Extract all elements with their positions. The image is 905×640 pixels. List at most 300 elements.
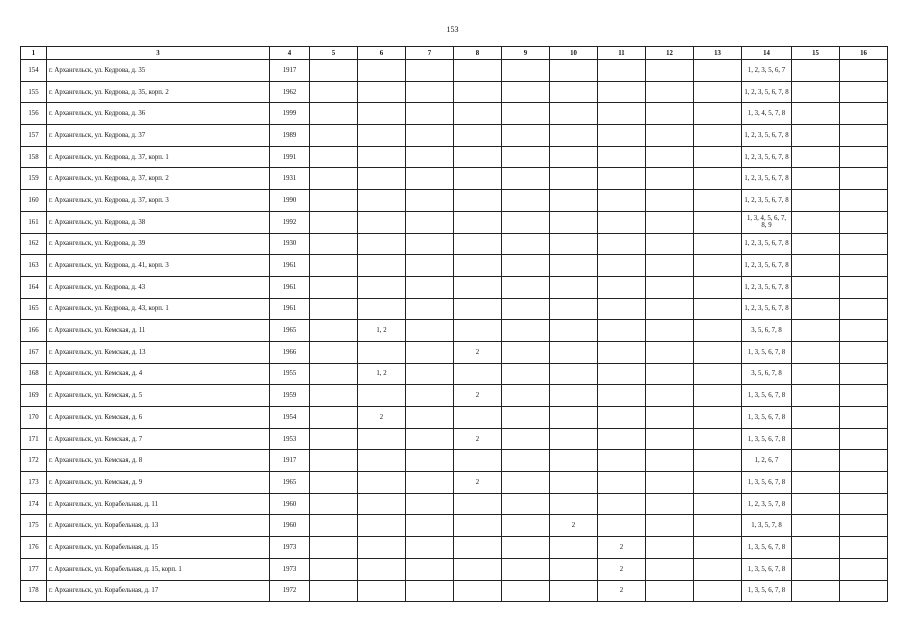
col11-cell: 2 <box>598 537 646 559</box>
address-cell: г. Архангельск, ул. Кедрова, д. 38 <box>47 211 270 233</box>
row-number: 174 <box>21 493 47 515</box>
table-row <box>21 190 888 212</box>
col15-cell <box>792 233 840 255</box>
col5-cell <box>310 103 358 125</box>
col14-cell: 1, 2, 3, 5, 6, 7, 8 <box>742 125 792 147</box>
year-cell: 1960 <box>270 493 310 515</box>
row-number: 160 <box>21 190 47 212</box>
col10-cell <box>550 472 598 494</box>
col15-cell <box>792 493 840 515</box>
col9-cell <box>502 60 550 82</box>
col12-cell <box>646 146 694 168</box>
col12-cell <box>646 537 694 559</box>
table-row <box>21 103 888 125</box>
col7-cell <box>406 515 454 537</box>
table-row <box>21 472 888 494</box>
col7-cell <box>406 363 454 385</box>
col5-cell <box>310 558 358 580</box>
col11-cell <box>598 276 646 298</box>
col16-cell <box>840 211 888 233</box>
col13-cell <box>694 146 742 168</box>
col12-cell <box>646 125 694 147</box>
col15-cell <box>792 125 840 147</box>
year-cell: 1961 <box>270 255 310 277</box>
col6-cell <box>358 537 406 559</box>
col15-cell <box>792 298 840 320</box>
col8-cell: 2 <box>454 472 502 494</box>
col5-cell <box>310 81 358 103</box>
col5-cell <box>310 233 358 255</box>
col11-cell <box>598 81 646 103</box>
table-row <box>21 211 888 233</box>
col13-cell <box>694 407 742 429</box>
year-cell: 1989 <box>270 125 310 147</box>
col16-cell <box>840 341 888 363</box>
col12-cell <box>646 341 694 363</box>
col16-cell <box>840 60 888 82</box>
col10-cell <box>550 537 598 559</box>
col15-cell <box>792 515 840 537</box>
col15-cell <box>792 580 840 602</box>
col15-cell <box>792 407 840 429</box>
table-body <box>21 60 888 602</box>
col5-cell <box>310 190 358 212</box>
col8-cell: 2 <box>454 385 502 407</box>
col6-cell <box>358 103 406 125</box>
col8-cell <box>454 558 502 580</box>
col5-cell <box>310 428 358 450</box>
col14-cell: 1, 2, 3, 5, 6, 7, 8 <box>742 146 792 168</box>
col14-cell: 1, 3, 4, 5, 7, 8 <box>742 103 792 125</box>
col13-cell <box>694 320 742 342</box>
col11-cell <box>598 385 646 407</box>
address-cell: г. Архангельск, ул. Кедрова, д. 43 <box>47 276 270 298</box>
col6-cell <box>358 450 406 472</box>
col7-cell <box>406 146 454 168</box>
row-number: 166 <box>21 320 47 342</box>
col13-cell <box>694 60 742 82</box>
table-row <box>21 320 888 342</box>
year-cell: 1917 <box>270 60 310 82</box>
col12-cell <box>646 81 694 103</box>
row-number: 172 <box>21 450 47 472</box>
col9-cell <box>502 320 550 342</box>
col16-cell <box>840 255 888 277</box>
row-number: 159 <box>21 168 47 190</box>
col12-cell <box>646 450 694 472</box>
col14-cell: 1, 2, 3, 5, 6, 7, 8 <box>742 276 792 298</box>
col10-cell <box>550 81 598 103</box>
col16-cell <box>840 428 888 450</box>
col5-cell <box>310 60 358 82</box>
col7-cell <box>406 298 454 320</box>
col14-cell: 1, 3, 5, 6, 7, 8 <box>742 341 792 363</box>
col13-cell <box>694 515 742 537</box>
col10-cell <box>550 580 598 602</box>
col7-cell <box>406 233 454 255</box>
col9-cell <box>502 472 550 494</box>
col5-cell <box>310 341 358 363</box>
col14-cell: 1, 2, 3, 5, 6, 7 <box>742 60 792 82</box>
col9-cell <box>502 146 550 168</box>
column-header: 15 <box>792 47 840 60</box>
col15-cell <box>792 103 840 125</box>
col10-cell <box>550 168 598 190</box>
registry-table <box>20 46 888 602</box>
col9-cell <box>502 276 550 298</box>
col11-cell <box>598 103 646 125</box>
column-header: 3 <box>47 47 270 60</box>
col5-cell <box>310 580 358 602</box>
row-number: 157 <box>21 125 47 147</box>
year-cell: 1960 <box>270 515 310 537</box>
row-number: 161 <box>21 211 47 233</box>
col5-cell <box>310 472 358 494</box>
col5-cell <box>310 385 358 407</box>
address-cell: г. Архангельск, ул. Кедрова, д. 36 <box>47 103 270 125</box>
row-number: 167 <box>21 341 47 363</box>
col9-cell <box>502 385 550 407</box>
col7-cell <box>406 385 454 407</box>
table-row <box>21 255 888 277</box>
col10-cell <box>550 363 598 385</box>
col11-cell <box>598 320 646 342</box>
col7-cell <box>406 255 454 277</box>
col8-cell <box>454 211 502 233</box>
row-number: 162 <box>21 233 47 255</box>
col8-cell <box>454 125 502 147</box>
col11-cell <box>598 146 646 168</box>
col13-cell <box>694 580 742 602</box>
col9-cell <box>502 103 550 125</box>
col11-cell <box>598 168 646 190</box>
column-header: 12 <box>646 47 694 60</box>
year-cell: 1959 <box>270 385 310 407</box>
col13-cell <box>694 341 742 363</box>
col14-cell: 1, 3, 5, 6, 7, 8 <box>742 558 792 580</box>
col12-cell <box>646 428 694 450</box>
col10-cell <box>550 103 598 125</box>
table-row <box>21 298 888 320</box>
address-cell: г. Архангельск, ул. Кедрова, д. 37 <box>47 125 270 147</box>
year-cell: 1917 <box>270 450 310 472</box>
table-row <box>21 580 888 602</box>
col13-cell <box>694 537 742 559</box>
col15-cell <box>792 211 840 233</box>
col12-cell <box>646 60 694 82</box>
col11-cell: 2 <box>598 558 646 580</box>
col16-cell <box>840 580 888 602</box>
col16-cell <box>840 233 888 255</box>
col7-cell <box>406 168 454 190</box>
col15-cell <box>792 190 840 212</box>
col9-cell <box>502 341 550 363</box>
col14-cell: 3, 5, 6, 7, 8 <box>742 363 792 385</box>
col15-cell <box>792 385 840 407</box>
column-header: 14 <box>742 47 792 60</box>
year-cell: 1999 <box>270 103 310 125</box>
row-number: 156 <box>21 103 47 125</box>
row-number: 173 <box>21 472 47 494</box>
col5-cell <box>310 407 358 429</box>
address-cell: г. Архангельск, ул. Корабельная, д. 15 <box>47 537 270 559</box>
table-row <box>21 125 888 147</box>
col6-cell <box>358 168 406 190</box>
col14-cell: 1, 3, 5, 7, 8 <box>742 515 792 537</box>
col9-cell <box>502 255 550 277</box>
col7-cell <box>406 450 454 472</box>
row-number: 178 <box>21 580 47 602</box>
page-number: 153 <box>446 25 459 34</box>
col8-cell: 2 <box>454 428 502 450</box>
col8-cell <box>454 190 502 212</box>
col7-cell <box>406 407 454 429</box>
col13-cell <box>694 233 742 255</box>
address-cell: г. Архангельск, ул. Кемская, д. 4 <box>47 363 270 385</box>
col7-cell <box>406 276 454 298</box>
col7-cell <box>406 81 454 103</box>
column-header: 5 <box>310 47 358 60</box>
col8-cell <box>454 515 502 537</box>
col12-cell <box>646 255 694 277</box>
year-cell: 1965 <box>270 472 310 494</box>
col11-cell: 2 <box>598 580 646 602</box>
col15-cell <box>792 428 840 450</box>
col16-cell <box>840 472 888 494</box>
address-cell: г. Архангельск, ул. Корабельная, д. 17 <box>47 580 270 602</box>
col12-cell <box>646 385 694 407</box>
col9-cell <box>502 407 550 429</box>
col12-cell <box>646 168 694 190</box>
col6-cell <box>358 472 406 494</box>
table-row <box>21 341 888 363</box>
col10-cell <box>550 60 598 82</box>
year-cell: 1965 <box>270 320 310 342</box>
col9-cell <box>502 168 550 190</box>
year-cell: 1973 <box>270 558 310 580</box>
row-number: 171 <box>21 428 47 450</box>
table-row <box>21 233 888 255</box>
col16-cell <box>840 558 888 580</box>
col6-cell <box>358 233 406 255</box>
col8-cell <box>454 103 502 125</box>
col12-cell <box>646 190 694 212</box>
row-number: 176 <box>21 537 47 559</box>
col11-cell <box>598 472 646 494</box>
year-cell: 1931 <box>270 168 310 190</box>
col7-cell <box>406 60 454 82</box>
col15-cell <box>792 320 840 342</box>
col10-cell <box>550 320 598 342</box>
col8-cell <box>454 168 502 190</box>
col16-cell <box>840 168 888 190</box>
table-row <box>21 493 888 515</box>
col6-cell <box>358 515 406 537</box>
col5-cell <box>310 298 358 320</box>
col12-cell <box>646 472 694 494</box>
col10-cell <box>550 428 598 450</box>
col7-cell <box>406 190 454 212</box>
col13-cell <box>694 168 742 190</box>
col6-cell: 1, 2 <box>358 320 406 342</box>
col12-cell <box>646 515 694 537</box>
column-header: 6 <box>358 47 406 60</box>
col13-cell <box>694 81 742 103</box>
col11-cell <box>598 298 646 320</box>
year-cell: 1961 <box>270 298 310 320</box>
col12-cell <box>646 407 694 429</box>
col14-cell: 1, 3, 5, 6, 7, 8 <box>742 580 792 602</box>
col12-cell <box>646 493 694 515</box>
col13-cell <box>694 298 742 320</box>
col5-cell <box>310 146 358 168</box>
col7-cell <box>406 493 454 515</box>
address-cell: г. Архангельск, ул. Кедрова, д. 37, корп. 1 <box>47 146 270 168</box>
col13-cell <box>694 428 742 450</box>
col14-cell: 1, 3, 5, 6, 7, 8 <box>742 428 792 450</box>
col15-cell <box>792 168 840 190</box>
col6-cell <box>358 580 406 602</box>
row-number: 175 <box>21 515 47 537</box>
col7-cell <box>406 125 454 147</box>
col15-cell <box>792 146 840 168</box>
col8-cell <box>454 320 502 342</box>
year-cell: 1955 <box>270 363 310 385</box>
col8-cell <box>454 537 502 559</box>
col6-cell <box>358 493 406 515</box>
col6-cell <box>358 276 406 298</box>
col13-cell <box>694 558 742 580</box>
column-header: 16 <box>840 47 888 60</box>
address-cell: г. Архангельск, ул. Корабельная, д. 11 <box>47 493 270 515</box>
col6-cell <box>358 146 406 168</box>
col15-cell <box>792 537 840 559</box>
column-header: 7 <box>406 47 454 60</box>
col11-cell <box>598 60 646 82</box>
col12-cell <box>646 276 694 298</box>
col8-cell <box>454 493 502 515</box>
col7-cell <box>406 580 454 602</box>
col9-cell <box>502 558 550 580</box>
col7-cell <box>406 558 454 580</box>
col16-cell <box>840 515 888 537</box>
address-cell: г. Архангельск, ул. Кедрова, д. 37, корп. 3 <box>47 190 270 212</box>
row-number: 170 <box>21 407 47 429</box>
column-header: 4 <box>270 47 310 60</box>
col9-cell <box>502 211 550 233</box>
col14-cell: 1, 2, 3, 5, 7, 8 <box>742 493 792 515</box>
col10-cell <box>550 385 598 407</box>
year-cell: 1990 <box>270 190 310 212</box>
col14-cell: 1, 3, 5, 6, 7, 8 <box>742 385 792 407</box>
col8-cell <box>454 407 502 429</box>
col8-cell <box>454 580 502 602</box>
col12-cell <box>646 211 694 233</box>
table-row <box>21 168 888 190</box>
col16-cell <box>840 385 888 407</box>
year-cell: 1966 <box>270 341 310 363</box>
col11-cell <box>598 190 646 212</box>
col15-cell <box>792 472 840 494</box>
col10-cell <box>550 341 598 363</box>
column-header: 11 <box>598 47 646 60</box>
address-cell: г. Архангельск, ул. Кедрова, д. 37, корп. 2 <box>47 168 270 190</box>
col11-cell <box>598 341 646 363</box>
col10-cell <box>550 211 598 233</box>
col13-cell <box>694 472 742 494</box>
col10-cell <box>550 493 598 515</box>
col9-cell <box>502 298 550 320</box>
col8-cell <box>454 146 502 168</box>
col8-cell <box>454 450 502 472</box>
col8-cell <box>454 81 502 103</box>
col7-cell <box>406 103 454 125</box>
row-number: 158 <box>21 146 47 168</box>
col14-cell: 1, 2, 3, 5, 6, 7, 8 <box>742 81 792 103</box>
address-cell: г. Архангельск, ул. Кедрова, д. 41, корп. 3 <box>47 255 270 277</box>
col15-cell <box>792 341 840 363</box>
col16-cell <box>840 103 888 125</box>
row-number: 169 <box>21 385 47 407</box>
col6-cell <box>358 558 406 580</box>
col16-cell <box>840 146 888 168</box>
col11-cell <box>598 233 646 255</box>
col10-cell <box>550 255 598 277</box>
row-number: 168 <box>21 363 47 385</box>
address-cell: г. Архангельск, ул. Кемская, д. 9 <box>47 472 270 494</box>
col12-cell <box>646 363 694 385</box>
col8-cell <box>454 60 502 82</box>
year-cell: 1992 <box>270 211 310 233</box>
table-row <box>21 558 888 580</box>
col9-cell <box>502 428 550 450</box>
year-cell: 1962 <box>270 81 310 103</box>
col10-cell <box>550 125 598 147</box>
col6-cell <box>358 60 406 82</box>
col12-cell <box>646 580 694 602</box>
address-cell: г. Архангельск, ул. Кемская, д. 5 <box>47 385 270 407</box>
address-cell: г. Архангельск, ул. Кедрова, д. 35, корп. 2 <box>47 81 270 103</box>
col11-cell <box>598 125 646 147</box>
col9-cell <box>502 450 550 472</box>
table-row <box>21 385 888 407</box>
column-header: 10 <box>550 47 598 60</box>
col9-cell <box>502 190 550 212</box>
col13-cell <box>694 190 742 212</box>
col10-cell <box>550 233 598 255</box>
address-cell: г. Архангельск, ул. Корабельная, д. 13 <box>47 515 270 537</box>
col16-cell <box>840 81 888 103</box>
row-number: 163 <box>21 255 47 277</box>
col5-cell <box>310 320 358 342</box>
col5-cell <box>310 125 358 147</box>
col16-cell <box>840 407 888 429</box>
col14-cell: 1, 2, 3, 5, 6, 7, 8 <box>742 255 792 277</box>
col6-cell <box>358 81 406 103</box>
col9-cell <box>502 363 550 385</box>
col6-cell <box>358 385 406 407</box>
col5-cell <box>310 450 358 472</box>
address-cell: г. Архангельск, ул. Кедрова, д. 35 <box>47 60 270 82</box>
table-row <box>21 450 888 472</box>
col11-cell <box>598 493 646 515</box>
row-number: 165 <box>21 298 47 320</box>
col9-cell <box>502 125 550 147</box>
col11-cell <box>598 363 646 385</box>
col14-cell: 1, 3, 4, 5, 6, 7, 8, 9 <box>742 211 792 233</box>
col9-cell <box>502 233 550 255</box>
col5-cell <box>310 493 358 515</box>
